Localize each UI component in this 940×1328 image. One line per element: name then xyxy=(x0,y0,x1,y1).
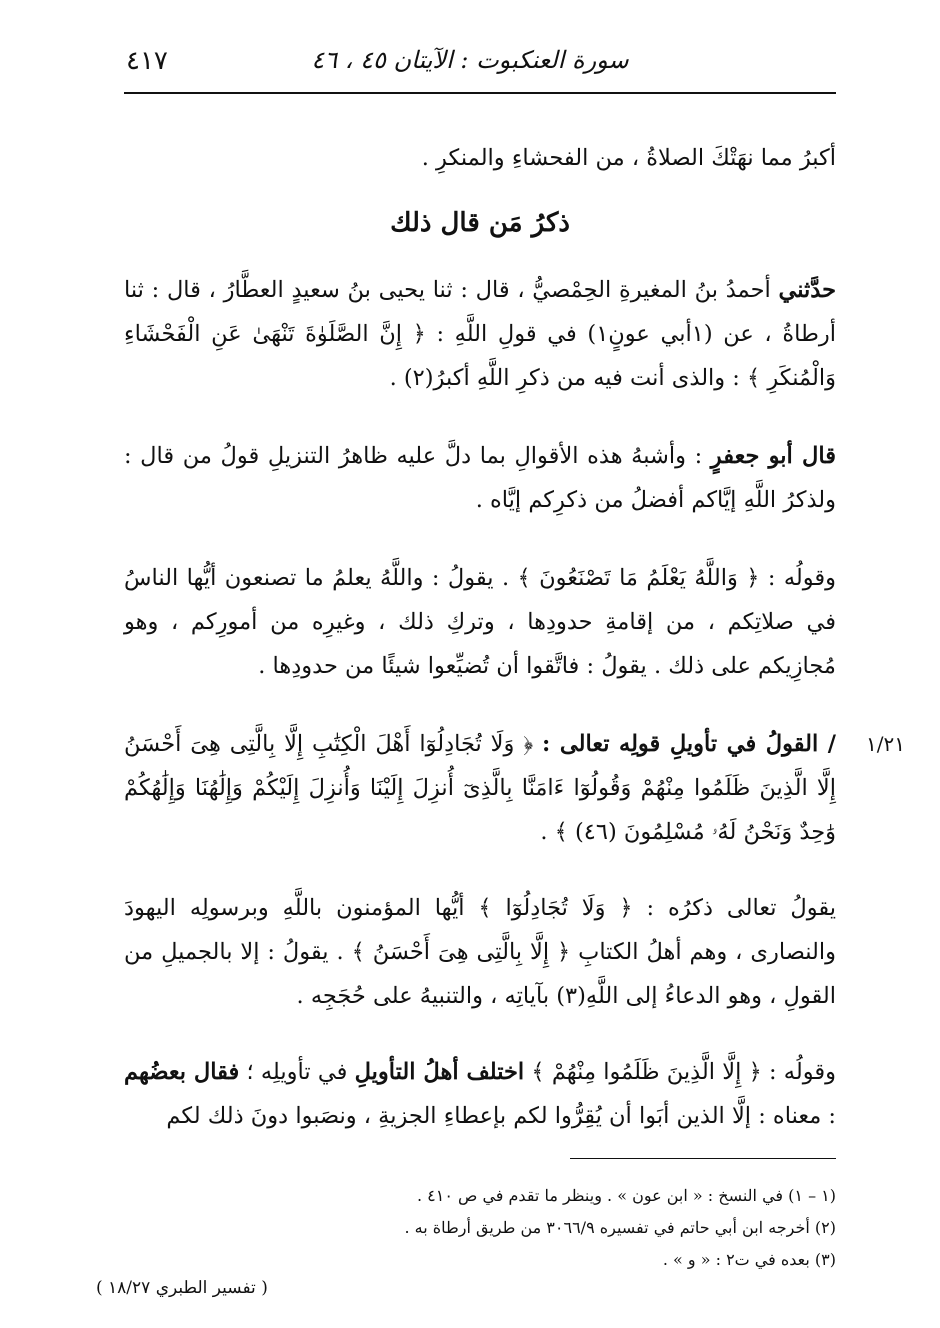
paragraph-lead: / القولُ في تأويلِ قولِه تعالى : xyxy=(542,731,836,757)
volume-label: ( تفسير الطبري ١٨/٢٧ ) xyxy=(96,1278,268,1298)
paragraph-lead: حدَّثني xyxy=(778,277,836,303)
paragraph-continuation: أكبرُ مما نهَتْكَ الصلاةُ ، من الفحشاءِ والمنكرِ . xyxy=(421,145,836,171)
paragraph-text: : معناه : إلَّا الذين أبَوا أن يُقِرُّوا لكم بإعطاءِ الجزيةِ ، ونصَبوا دونَ ذلك لكم xyxy=(166,1103,836,1129)
paragraph-text: وقولُه : ﴿ إِلَّا الَّذِينَ ظَلَمُوا مِنْهُمْ ﴾ xyxy=(531,1059,836,1085)
margin-reference: ١/٢١ xyxy=(866,732,905,756)
section-heading: ذكرُ مَن قال ذلك xyxy=(390,208,570,238)
footnote-rule xyxy=(570,1158,836,1159)
paragraph-verse-46 xyxy=(124,722,836,854)
header-rule xyxy=(124,92,836,94)
bold-phrase: فقال بعضُهم xyxy=(124,1059,240,1085)
paragraph-lead: قال أبو جعفرٍ xyxy=(710,443,837,469)
bold-phrase: اختلف أهلُ التأويلِ xyxy=(354,1059,525,1085)
footnote-3: (٣) بعده في ت٢ : « و » . xyxy=(662,1250,836,1269)
paragraph-text: أحمدُ بنُ المغيرةِ الحِمْصيُّ ، قال : ثنا يحيى بنُ سعيدٍ العطَّارُ ، قال : ثنا أرطاةُ ، عن (١أبي عونٍ١) في قولِ اللَّهِ : ﴿ إِنَّ الصَّلَوٰةَ تَنْهَىٰ عَنِ الْفَحْشَاءِ وَالْمُنكَرِ ﴾ : والذى أنت فيه من ذكرِ اللَّهِ أكبرُ(٢) . xyxy=(124,277,836,391)
running-title: سورة العنكبوت : الآيتان ٤٥ ، ٤٦ xyxy=(311,46,629,74)
paragraph-commentary: وقولُه : ﴿ وَاللَّهُ يَعْلَمُ مَا تَصْنَعُونَ ﴾ . يقولُ : واللَّهُ يعلمُ ما تصنعون أيُّها الناسُ في صلاتِكم ، من إقامةِ حدودِها ، وتركِ ذلك ، وغيرِه من أمورِكم ، وهو مُجازِيكم على ذلك . يقولُ : فاتَّقوا أن تُضيِّعوا شيئًا من حدودِها . xyxy=(124,565,836,679)
footnote-2: (٢) أخرجه ابن أبي حاتم في تفسيره ٣٠٦٦/٩ من طريق أرطاة به . xyxy=(404,1218,836,1237)
paragraph-explanation: يقولُ تعالى ذكرُه : ﴿ وَلَا تُجَادِلُوٓا ﴾ أيُّها المؤمنون باللَّهِ وبرسولِه اليهودَ والنصارى ، وهم أهلُ الكتابِ ﴿ إِلَّا بِالَّتِى هِىَ أَحْسَنُ ﴾ . يقولُ : إلا بالجميلِ من القولِ ، وهو الدعاءُ إلى اللَّهِ(٣) بآياتِه ، والتنبيهُ على حُجَجِه . xyxy=(124,895,836,1009)
paragraph-abu-jafar xyxy=(124,434,836,522)
page-number: ٤١٧ xyxy=(126,46,168,76)
paragraph-text: في تأويلِه ؛ xyxy=(246,1059,348,1085)
paragraph-interpretation xyxy=(124,1050,836,1138)
quran-verse: ﴿ وَلَا تُجَادِلُوٓا أَهْلَ الْكِتَٰبِ إِلَّا بِالَّتِى هِىَ أَحْسَنُ إِلَّا الَّذِينَ ظَلَمُوا مِنْهُمْ وَقُولُوٓا ءَامَنَّا بِالَّذِىٓ أُنزِلَ إِلَيْنَا وَأُنزِلَ إِلَيْكُمْ وَإِلَٰهُنَا وَإِلَٰهُكُمْ وَٰحِدٌ وَنَحْنُ لَهُۥ مُسْلِمُونَ (٤٦) ﴾ . xyxy=(124,731,836,845)
paragraph-text: : وأشبهُ هذه الأقوالِ بما دلَّ عليه ظاهرُ التنزيلِ قولُ من قال : ولذكرُ اللَّهِ إيَّاكم أفضلُ من ذكرِكم إيَّاه . xyxy=(124,443,836,513)
paragraph-hadith xyxy=(124,268,836,400)
footnote-1: (١ – ١) في النسخ : « ابن عون » . وينظر ما تقدم في ص ٤١٠ . xyxy=(416,1186,836,1205)
